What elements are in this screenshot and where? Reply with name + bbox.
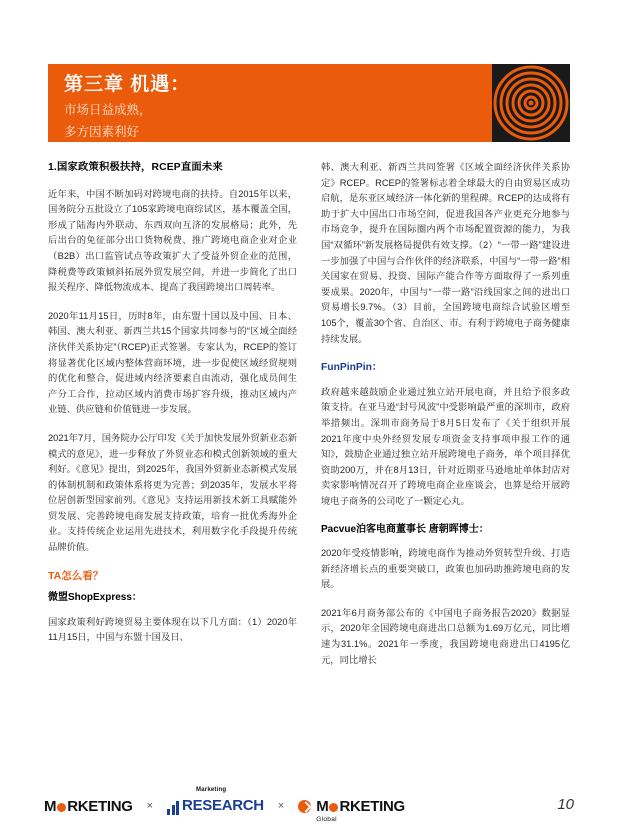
paragraph: 2020年11月15日，历时8年，由东盟十国以及中国、日本、韩国、澳大利亚、新西兰共15个国家共同参与的“区域全面经济伙伴关系协定”（RCEP)正式签署。专家认为，RCEP的签订将显著优化区域内整体营商环境，进一步促使区域经贸规则的优化和整合，促进域内经济要素自由流动，强化成员间生产分工合作，拉动区域内消费市场扩容升级，推动区域内产业链、供应链和价值链进一步发展。	[48, 310, 297, 415]
article-columns	[48, 160, 570, 768]
logo-marketing	[44, 798, 133, 815]
left-column	[48, 160, 297, 768]
paragraph: 国家政策利好跨境贸易主要体现在以下几方面：（1）2020年11月15日，中国与东盟十国及日、	[48, 616, 297, 643]
logo-separator: ×	[277, 800, 285, 812]
logo-global-subtext: Global	[316, 815, 337, 823]
chapter-title: 第三章 机遇：	[64, 74, 191, 95]
bar-chart-icon	[167, 801, 179, 815]
paragraph: 政府越来越鼓励企业通过独立站开展电商，并且给予很多政策支持。在亚马逊“封号风波”中受影响最严重的深圳市，政府举措频出。深圳市商务局于8月5日发布了《关于组织开展2021年度中央外经贸发展专项资金支持事项申报工作的通知》，鼓励企业通过独立站开展跨境电子商务，单个项目择优资助200万，并在8月13日，针对近期亚马逊地址单体封店对卖家影响情况召开了跨境电商企业座谈会，也算是给开展跨境电子商务的公司吃了一颗定心丸。	[321, 386, 570, 506]
paragraph: 2021年7月，国务院办公厅印发《关于加快发展外贸新业态新模式的意见》，进一步释放了外贸业态和模式创新领域的重大利好。《意见》提出，到2025年，我国外贸新业态新模式发展的体制机制和政策体系将更为完善；到2035年，发展水平将位居创新型国家前列。《意见》支持运用新技术新工具赋能外贸发展、完善跨境电商发展支持政策，培育一批优秀海外企业。支持传统企业运用先进技术，利用数字化手段提升传统品牌价值。	[48, 432, 297, 553]
logo-marketing-global	[298, 797, 405, 823]
logo-marketing-text: M RKETING	[44, 797, 133, 815]
section-heading: 1.国家政策积极扶持，RCEP直面未来	[48, 162, 223, 173]
paragraph: 2021年6月商务部公布的《中国电子商务报告2020》数据显示，2020年全国跨境电商进出口总额为1.69万亿元，同比增速为31.1%。2021年一季度，我国跨境电商进出口4195亿元，同比增长	[321, 607, 570, 665]
source-heading-funpinpin: FunPinPin：	[321, 362, 383, 374]
paragraph: 2020年受疫情影响，跨境电商作为推动外贸转型升级、打造新经济增长点的重要突破口，政策也加码助推跨境电商的发展。	[321, 548, 570, 590]
chapter-banner	[48, 64, 570, 142]
right-column	[321, 160, 570, 768]
check-circle-icon	[298, 800, 311, 813]
ta-opinion-heading: TA怎么看？	[48, 569, 104, 582]
paragraph: 韩、澳大利亚、新西兰共同签署《区域全面经济伙伴关系协定》RCEP。RCEP的签署标志着全球最大的自由贸易区成功启航，是东亚区域经济一体化新的里程碑。RCEP的达成将有助于扩大中国出口市场空间，促进我国各产业更充分地参与市场竞争，提升在国际圈内两个市场配置资源的能力，为我国“双循环”新发展格局提供有效支撑。（2）“一带一路”建设进一步加强了中国与合作伙伴的经济联系，中国与“一带一路”相关国家在贸易、投资、国际产能合作等方面取得了一系列重要成果。2020年，中国与“一带一路”沿线国家之间的进出口贸易增长9.7%。（3）目前，全国跨境电商综合试验区增至105个，覆盖30个省、自治区、市。有利于跨境电子商务健康持续发展。	[321, 162, 570, 344]
ta-source-name: 微盟ShopExpress：	[48, 592, 142, 604]
logo-marketing-research	[167, 787, 264, 815]
chapter-banner-text	[64, 72, 190, 142]
page-footer	[0, 769, 618, 833]
logo-research-text: RESEARCH	[182, 797, 264, 814]
chapter-subtitle-line1: 市场日益成熟，	[64, 103, 152, 117]
logo-research-small-text: Marketing	[196, 787, 227, 793]
logo-separator: ×	[146, 800, 154, 812]
paragraph: 近年来，中国不断加码对跨境电商的扶持。自2015年以来，国务院分五批设立了105家跨境电商综试区，基本覆盖全国，形成了陆海内外联动、东西双向互济的发展格局；此外，先后出台的免征部分出口货物税费、推广跨境电商企业对企业（B2B）出口监管试点等政策扩大了受益外贸企业的范围，降税费等政策倾斜拓展外贸发展空间，并进一步简化了出口报关程序、降低物流成本、提高了我国跨境出口周转率。	[48, 188, 297, 293]
concentric-rings-icon	[492, 64, 570, 142]
chapter-subtitle-line2: 多方因素利好	[64, 125, 140, 139]
footer-logo-group	[44, 787, 405, 823]
logo-global-text: M RKETING	[316, 797, 405, 815]
source-heading-pacvue: Pacvue泊客电商董事长 唐朝晖博士：	[321, 524, 489, 536]
page-number: 10	[557, 796, 574, 813]
